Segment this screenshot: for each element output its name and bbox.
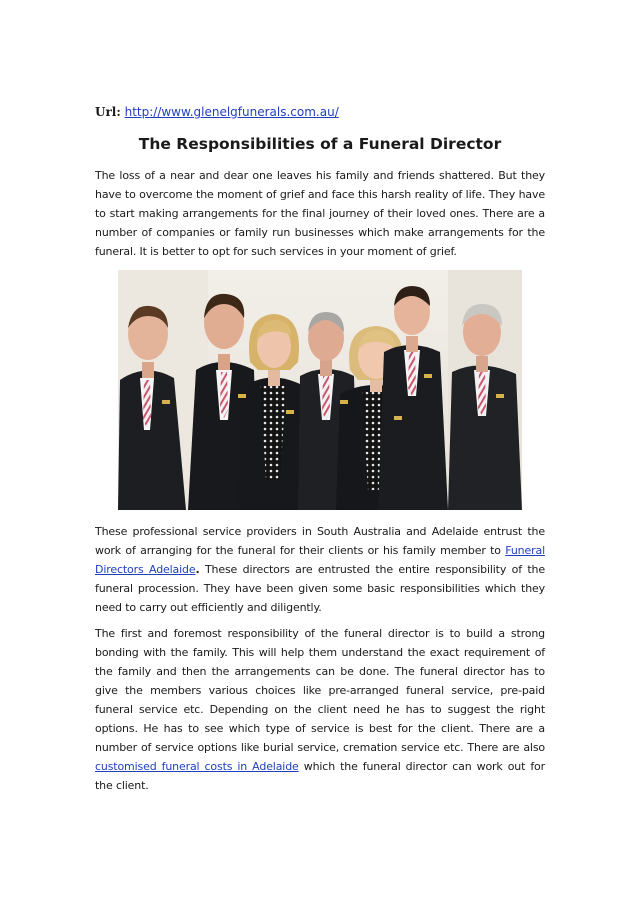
paragraph3-text-after: which the funeral director can work out for the client. bbox=[95, 760, 545, 792]
page-title: The Responsibilities of a Funeral Director bbox=[138, 135, 502, 153]
url-line bbox=[95, 104, 339, 120]
paragraph2-text-before: These professional service providers in South Australia and Adelaide entrust the work of arranging for the funeral for their clients or his family member to bbox=[95, 525, 545, 557]
team-photo bbox=[118, 270, 522, 510]
responsibility-paragraph bbox=[95, 624, 545, 795]
intro-paragraph: The loss of a near and dear one leaves his family and friends shattered. But they have to overcome the moment of grief and face this harsh reality of life. They have to start making arrangements for the final journey of their loved ones. There are a number of companies or family run businesses which make arrangements for the funeral. It is better to opt for such services in your moment of grief. bbox=[95, 169, 545, 258]
paragraph2-bold-period: . bbox=[195, 563, 200, 576]
providers-paragraph bbox=[95, 522, 545, 617]
paragraph2-text-after: These directors are entrusted the entire responsibility of the funeral procession. They have been given some basic responsibilities which they need to carry out efficiently and diligently. bbox=[95, 563, 545, 614]
funeral-directors-adelaide-link[interactable]: Funeral Directors Adelaide bbox=[95, 544, 545, 576]
customised-funeral-costs-link[interactable]: customised funeral costs in Adelaide bbox=[95, 760, 299, 773]
website-url-link[interactable]: http://www.glenelgfunerals.com.au/ bbox=[124, 105, 339, 119]
url-label: Url: bbox=[95, 105, 121, 119]
paragraph3-text-before: The first and foremost responsibility of the funeral director is to build a strong bonding with the family. This will help them understand the exact requirement of the family and then the arrangements can be done. The funeral director has to give the members various choices like pre-arranged funeral service, pre-paid funeral service etc. Depending on the client need he has to suggest the right options. He has to see which type of service is best for the client. There are a number of service options like burial service, cremation service etc. There are also bbox=[95, 627, 545, 754]
